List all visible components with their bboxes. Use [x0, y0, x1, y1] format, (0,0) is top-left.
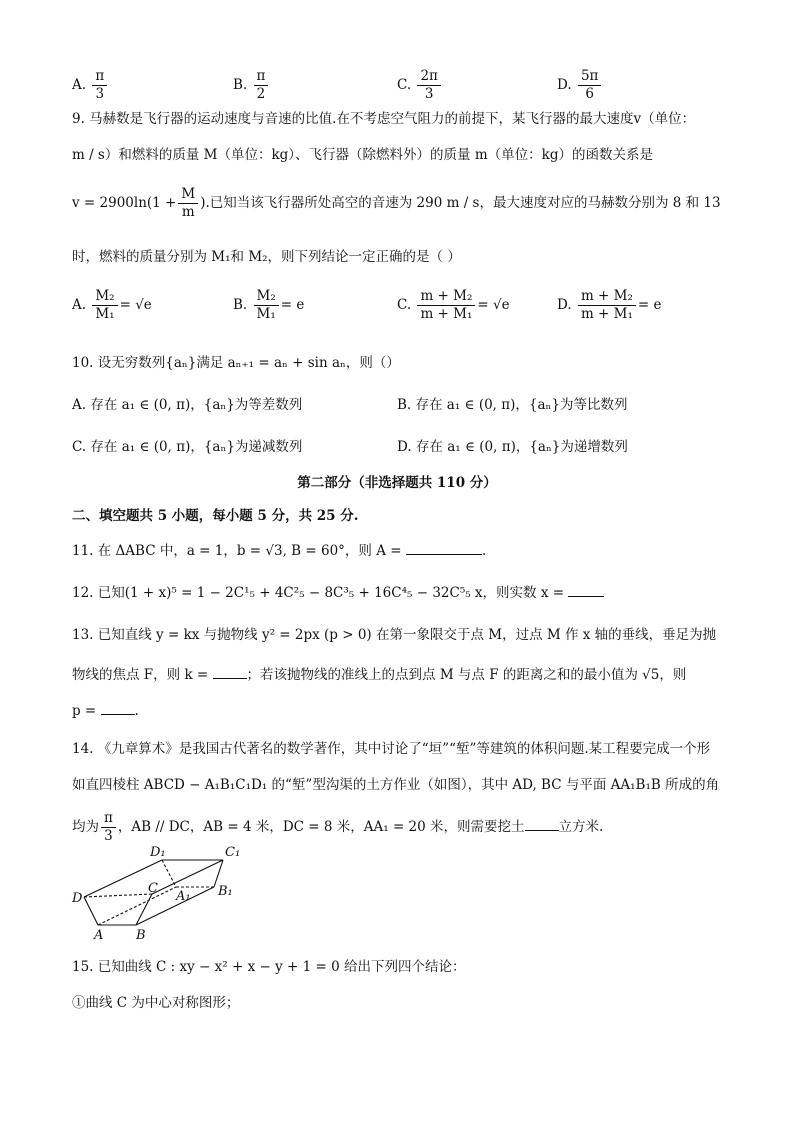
answer-blank[interactable]	[568, 582, 604, 597]
option-letter: A.	[72, 77, 87, 93]
answer-blank[interactable]	[213, 664, 247, 679]
label-a1: A₁	[176, 889, 191, 904]
q9-formula-line	[72, 186, 734, 221]
fraction: $\frac{\pi}{3}$	[101, 810, 116, 845]
q12	[72, 582, 734, 604]
q9-option-b	[233, 288, 304, 323]
q8-option-c	[397, 68, 443, 103]
q13-line-3	[72, 700, 734, 722]
edge-dc	[84, 894, 152, 897]
formula-post: ).已知当该飞行器所处高空的音速为 290 m / s，最大速度对应的马赫数分别为 8 和 13	[200, 195, 721, 211]
option-letter: A.	[72, 297, 87, 313]
label-b: B	[136, 928, 146, 943]
q15-stem: 15. 已知曲线 C : xy − x² + x − y + 1 = 0 给出下列四个结论：	[72, 959, 466, 975]
option-letter: C.	[397, 77, 412, 93]
section-heading: 二、填空题共 5 小题，每小题 5 分，共 25 分.	[72, 508, 359, 524]
formula-pre: v = 2900ln(1 +	[72, 195, 177, 211]
fraction: $\frac{M}{m}$	[178, 186, 198, 221]
q13-line3-end: .	[134, 703, 139, 719]
label-c1: C₁	[225, 845, 241, 860]
q14-line3-end: 立方米.	[558, 819, 604, 835]
q14-line-2: 如直四棱柱 ABCD − A₁B₁C₁D₁ 的“堑”型沟渠的土方作业（如图），其中 AD, BC 与平面 AA₁B₁B 所成的角	[72, 777, 720, 793]
q13-line-1: 13. 已知直线 y = kx 与抛物线 y² = 2px (p > 0) 在第一象限交于点 M，过点 M 作 x 轴的垂线，垂足为抛	[72, 627, 717, 643]
option-letter: D.	[557, 77, 572, 93]
q9-option-a	[72, 288, 152, 323]
answer-blank[interactable]	[101, 700, 135, 715]
option-rhs: = √e	[119, 297, 152, 313]
q14-line3-pre: 均为	[72, 819, 99, 835]
answer-blank[interactable]	[406, 540, 482, 555]
q9-option-d	[557, 288, 661, 323]
q9-line-2: m / s）和燃料的质量 M（单位：kg）、飞行器（除燃料外）的质量 m（单位：kg）的函数关系是	[72, 147, 653, 163]
q13-line-2	[72, 664, 734, 686]
q13-line3: p =	[72, 703, 97, 719]
option-rhs: = √e	[477, 297, 510, 313]
fraction: $\frac{2\pi}{3}$	[417, 68, 440, 103]
fraction: $\frac{\text{M₂}}{\text{M₁}}$	[92, 288, 117, 323]
q10-option-b: B. 存在 a₁ ∈ (0, π)，{aₙ}为等比数列	[397, 397, 628, 413]
option-rhs: = e	[637, 297, 662, 313]
option-letter: D.	[557, 297, 572, 313]
q11-end: .	[481, 543, 487, 559]
q8-option-a	[72, 68, 109, 103]
edge-aa1	[98, 887, 176, 925]
option-letter: B.	[233, 77, 248, 93]
fraction: $\frac{\text{M₂}}{\text{M₁}}$	[254, 288, 279, 323]
q14-line-1: 14. 《九章算术》是我国古代著名的数学著作，其中讨论了“垣”“堑”等建筑的体积问题.某工程要完成一个形	[72, 741, 711, 757]
fraction: $\frac{\text{m + M₂}}{\text{m + M₁}}$	[578, 288, 636, 323]
fraction: $\frac{5\pi}{6}$	[578, 68, 601, 103]
q9-line-1: 9. 马赫数是飞行器的运动速度与音速的比值.在不考虑空气阻力的前提下，某飞行器的最大速度v（单位：	[72, 111, 696, 127]
q10-option-d: D. 存在 a₁ ∈ (0, π)，{aₙ}为递增数列	[397, 439, 628, 455]
fraction: $\frac{\pi}{2}$	[254, 68, 269, 103]
label-d: D	[72, 891, 83, 906]
option-rhs: = e	[280, 297, 305, 313]
q9-option-c	[397, 288, 510, 323]
option-letter: C.	[397, 297, 412, 313]
label-d1: D₁	[150, 845, 166, 860]
option-letter: B.	[233, 297, 248, 313]
label-a: A	[94, 928, 104, 943]
q10-stem: 10. 设无穷数列{aₙ}满足 aₙ₊₁ = aₙ + sin aₙ，则（）	[72, 355, 400, 371]
q8-option-b	[233, 68, 270, 103]
q11	[72, 540, 734, 562]
q10-option-c: C. 存在 a₁ ∈ (0, π)，{aₙ}为递减数列	[72, 439, 303, 455]
fraction: $\frac{\pi}{3}$	[92, 68, 107, 103]
edge-bc	[136, 894, 152, 925]
label-c: C	[148, 881, 158, 896]
edge-da	[84, 897, 98, 925]
q10-option-a: A. 存在 a₁ ∈ (0, π)，{aₙ}为等差数列	[72, 397, 303, 413]
q8-option-d	[557, 68, 603, 103]
q14-line3-post: ，AB // DC，AB = 4 米，DC = 8 米，AA₁ = 20 米，则需要挖土	[117, 819, 525, 835]
q13-line2b: ；若该抛物线的准线上的点到点 M 与点 F 的距离之和的最小值为 √5，则	[246, 667, 687, 683]
fraction: $\frac{\text{m + M₂}}{\text{m + M₁}}$	[417, 288, 475, 323]
q12-text: 12. 已知(1 + x)⁵ = 1 − 2C¹₅ + 4C²₅ − 8C³₅ + 16C⁴₅ − 32C⁵₅ x，则实数 x =	[72, 585, 565, 601]
prism-figure	[68, 840, 258, 944]
q11-text: 11. 在 ΔABC 中，a = 1，b = √3, B = 60°，则 A =	[72, 543, 402, 559]
label-b1: B₁	[218, 884, 233, 899]
q9-line-4: 时，燃料的质量分别为 M₁和 M₂，则下列结论一定正确的是（ ）	[72, 249, 461, 265]
part-two-heading: 第二部分（非选择题共 110 分）	[297, 475, 497, 491]
answer-blank[interactable]	[525, 816, 559, 831]
q13-line2a: 物线的焦点 F，则 k =	[72, 667, 209, 683]
q15-item-1: ①曲线 C 为中心对称图形；	[72, 995, 240, 1011]
